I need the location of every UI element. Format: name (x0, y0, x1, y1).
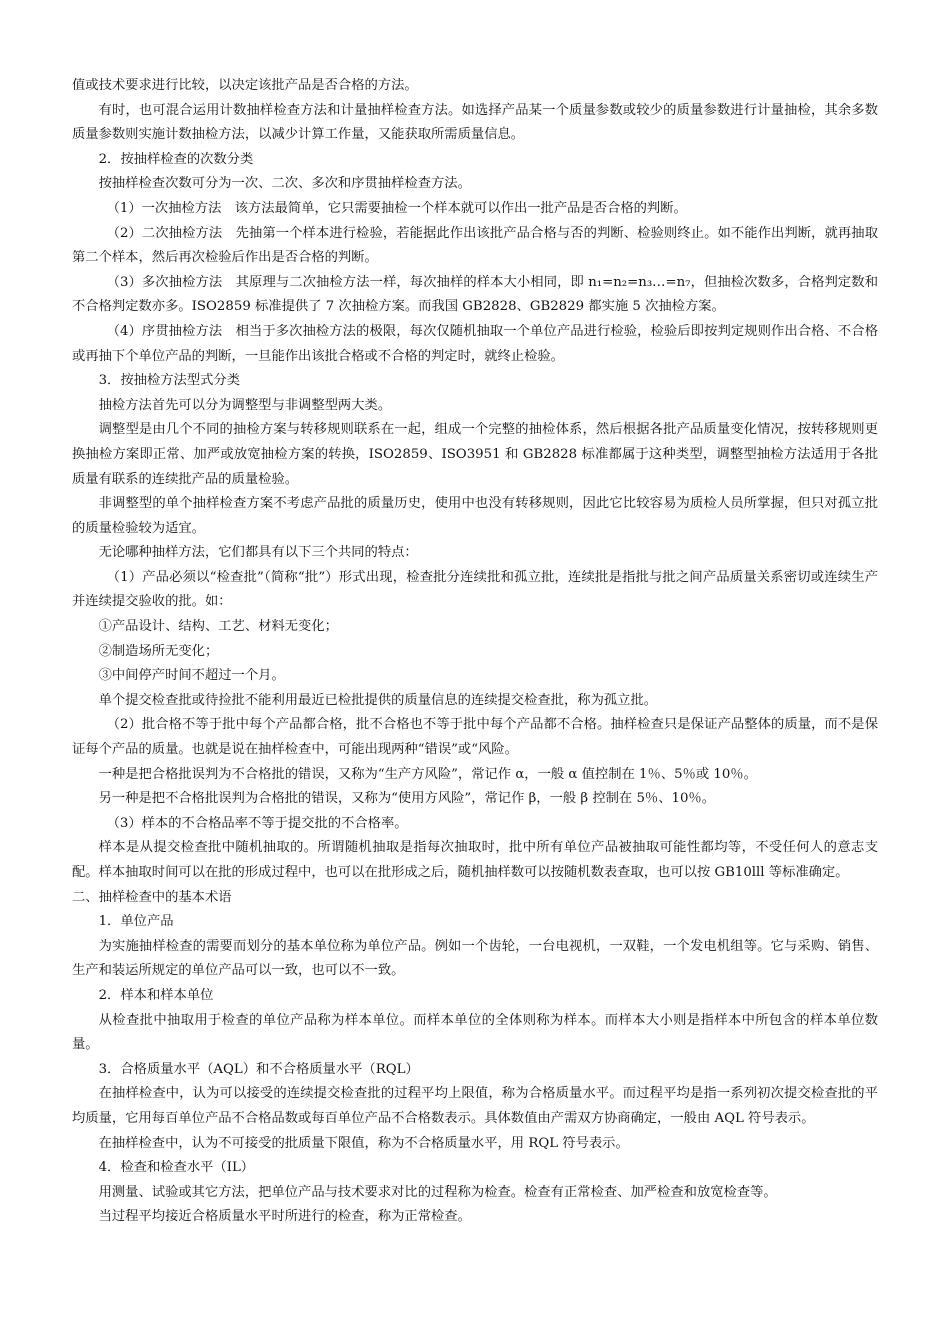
paragraph: 抽检方法首先可以分为调整型与非调整型两大类。 (98, 397, 392, 413)
paragraph: 一种是把合格批误判为不合格批的错误，又称为“生产方风险”，常记作 α，一般 α 值控制在 1％、5％或 10％。 (98, 766, 757, 782)
paragraph: 无论哪种抽样方法，它们都具有以下三个共同的特点： (98, 545, 418, 561)
list-item: ①产品设计、结构、工艺、材料无变化； (98, 619, 338, 635)
paragraph: 在抽样检查中，认为可以接受的连续提交检查批的过程平均上限值，称为合格质量水平。而过程平均是指一系列初次提交检查批的平均质量，它用每百单位产品不合格品数或每百单位产品不合格数表示。具体数值由产需双方协商确定，一般由 AQL 符号表示。 (72, 1086, 878, 1126)
paragraph: 有时，也可混合运用计数抽样检查方法和计量抽样检查方法。如选择产品某一个质量参数或较少的质量参数进行计量抽检，其余多数质量参数则实施计数抽检方法，以减少计算工作量，又能获取所需质量信息。 (72, 102, 878, 143)
section-heading: 3．合格质量水平（AQL）和不合格质量水平（RQL） (98, 1061, 419, 1077)
list-item: （2）二次抽检方法 先抽第一个样本进行检验，若能据此作出该批产品合格与否的判断、检验则终止。如不能作出判断，就再抽取第二个样本，然后再次检验后作出是否合格的判断。 (72, 225, 878, 266)
list-item: （4）序贯抽检方法 相当于多次抽检方法的极限，每次仅随机抽取一个单位产品进行检验，检验后即按判定规则作出合格、不合格或再抽下个单位产品的判断，一旦能作出该批合格或不合格的判定时，就终止检验。 (72, 323, 878, 364)
list-item: （1）一次抽检方法 该方法最简单，它只需要抽检一个样本就可以作出一批产品是否合格的判断。 (106, 200, 687, 216)
paragraph: 为实施抽样检查的需要而划分的基本单位称为单位产品。例如一个齿轮，一台电视机，一双鞋，一个发电机组等。它与采购、销售、生产和装运所规定的单位产品可以一致，也可以不一致。 (72, 938, 878, 979)
list-item: ②制造场所无变化； (98, 643, 219, 659)
list-item: （1）产品必须以“检查批”（简称“批”）形式出现，检查批分连续批和孤立批，连续批是指批与批之间产品质量关系密切或连续生产并连续提交验收的批。如： (72, 569, 878, 610)
paragraph: 在抽样检查中，认为不可接受的批质量下限值，称为不合格质量水平，用 RQL 符号表示。 (98, 1135, 629, 1151)
document-page (72, 74, 878, 1230)
section-heading: 二、抽样检查中的基本术语 (72, 889, 232, 905)
paragraph: 样本是从提交检查批中随机抽取的。所谓随机抽取是指每次抽取时，批中所有单位产品被抽取可能性都均等，不受任何人的意志支配。样本抽取时间可以在批的形成过程中，也可以在批形成之后，随机抽样数可以按随机数表查取，也可以按 GB10lll 等标准确定。 (72, 840, 878, 880)
paragraph: 从检查批中抽取用于检查的单位产品称为样本单位。而样本单位的全体则称为样本。而样本大小则是指样本中所包含的样本单位数量。 (72, 1012, 878, 1053)
section-heading: 3．按抽检方法型式分类 (98, 373, 241, 389)
paragraph: 按抽样检查次数可分为一次、二次、多次和序贯抽样检查方法。 (98, 176, 471, 192)
paragraph: 另一种是把不合格批误判为合格批的错误，又称为“使用方风险”，常记作 β，一般 β 控制在 5％、10％。 (98, 791, 716, 807)
list-item: ③中间停产时间不超过一个月。 (98, 668, 285, 684)
section-heading: 2．样本和样本单位 (98, 987, 214, 1003)
section-heading: 1．单位产品 (98, 914, 174, 930)
paragraph: 用测量、试验或其它方法，把单位产品与技术要求对比的过程称为检查。检查有正常检查、加严检查和放宽检查等。 (98, 1184, 777, 1200)
paragraph: 当过程平均接近合格质量水平时所进行的检查，称为正常检查。 (98, 1209, 471, 1225)
paragraph: 调整型是由几个不同的抽检方案与转移规则联系在一起，组成一个完整的抽检体系，然后根据各批产品质量变化情况，按转移规则更换抽检方案即正常、加严或放宽抽检方案的转换，ISO2859、ISO3951 和 GB2828 标准都属于这种类型，调整型抽检方法适用于各批质量有联系的连续批产品的质量检验。 (72, 422, 878, 487)
list-item: （3）多次抽检方法 其原理与二次抽检方法一样，每次抽样的样本大小相同，即 n₁=n₂=n₃…=n₇，但抽检次数多，合格判定数和不合格判定数亦多。ISO2859 标准提供了 7 次抽检方案。而我国 GB2828、GB2829 都实施 5 次抽检方案。 (72, 274, 878, 315)
list-item: （3）样本的不合格品率不等于提交批的不合格率。 (106, 815, 408, 831)
section-heading: 4．检查和检查水平（IL） (98, 1160, 255, 1176)
paragraph: 值或技术要求进行比较，以决定该批产品是否合格的方法。 (72, 78, 418, 93)
section-heading: 2．按抽样检查的次数分类 (98, 151, 254, 167)
list-item: （2）批合格不等于批中每个产品都合格，批不合格也不等于批中每个产品都不合格。抽样检查只是保证产品整体的质量，而不是保证每个产品的质量。也就是说在抽样检查中，可能出现两种“错误”或“风险。 (72, 717, 878, 758)
paragraph: 单个提交检查批或待捡批不能利用最近已检批提供的质量信息的连续提交检查批，称为孤立批。 (98, 692, 658, 708)
paragraph: 非调整型的单个抽样检查方案不考虑产品批的质量历史，使用中也没有转移规则，因此它比较容易为质检人员所掌握，但只对孤立批的质量检验较为适宜。 (72, 496, 878, 536)
